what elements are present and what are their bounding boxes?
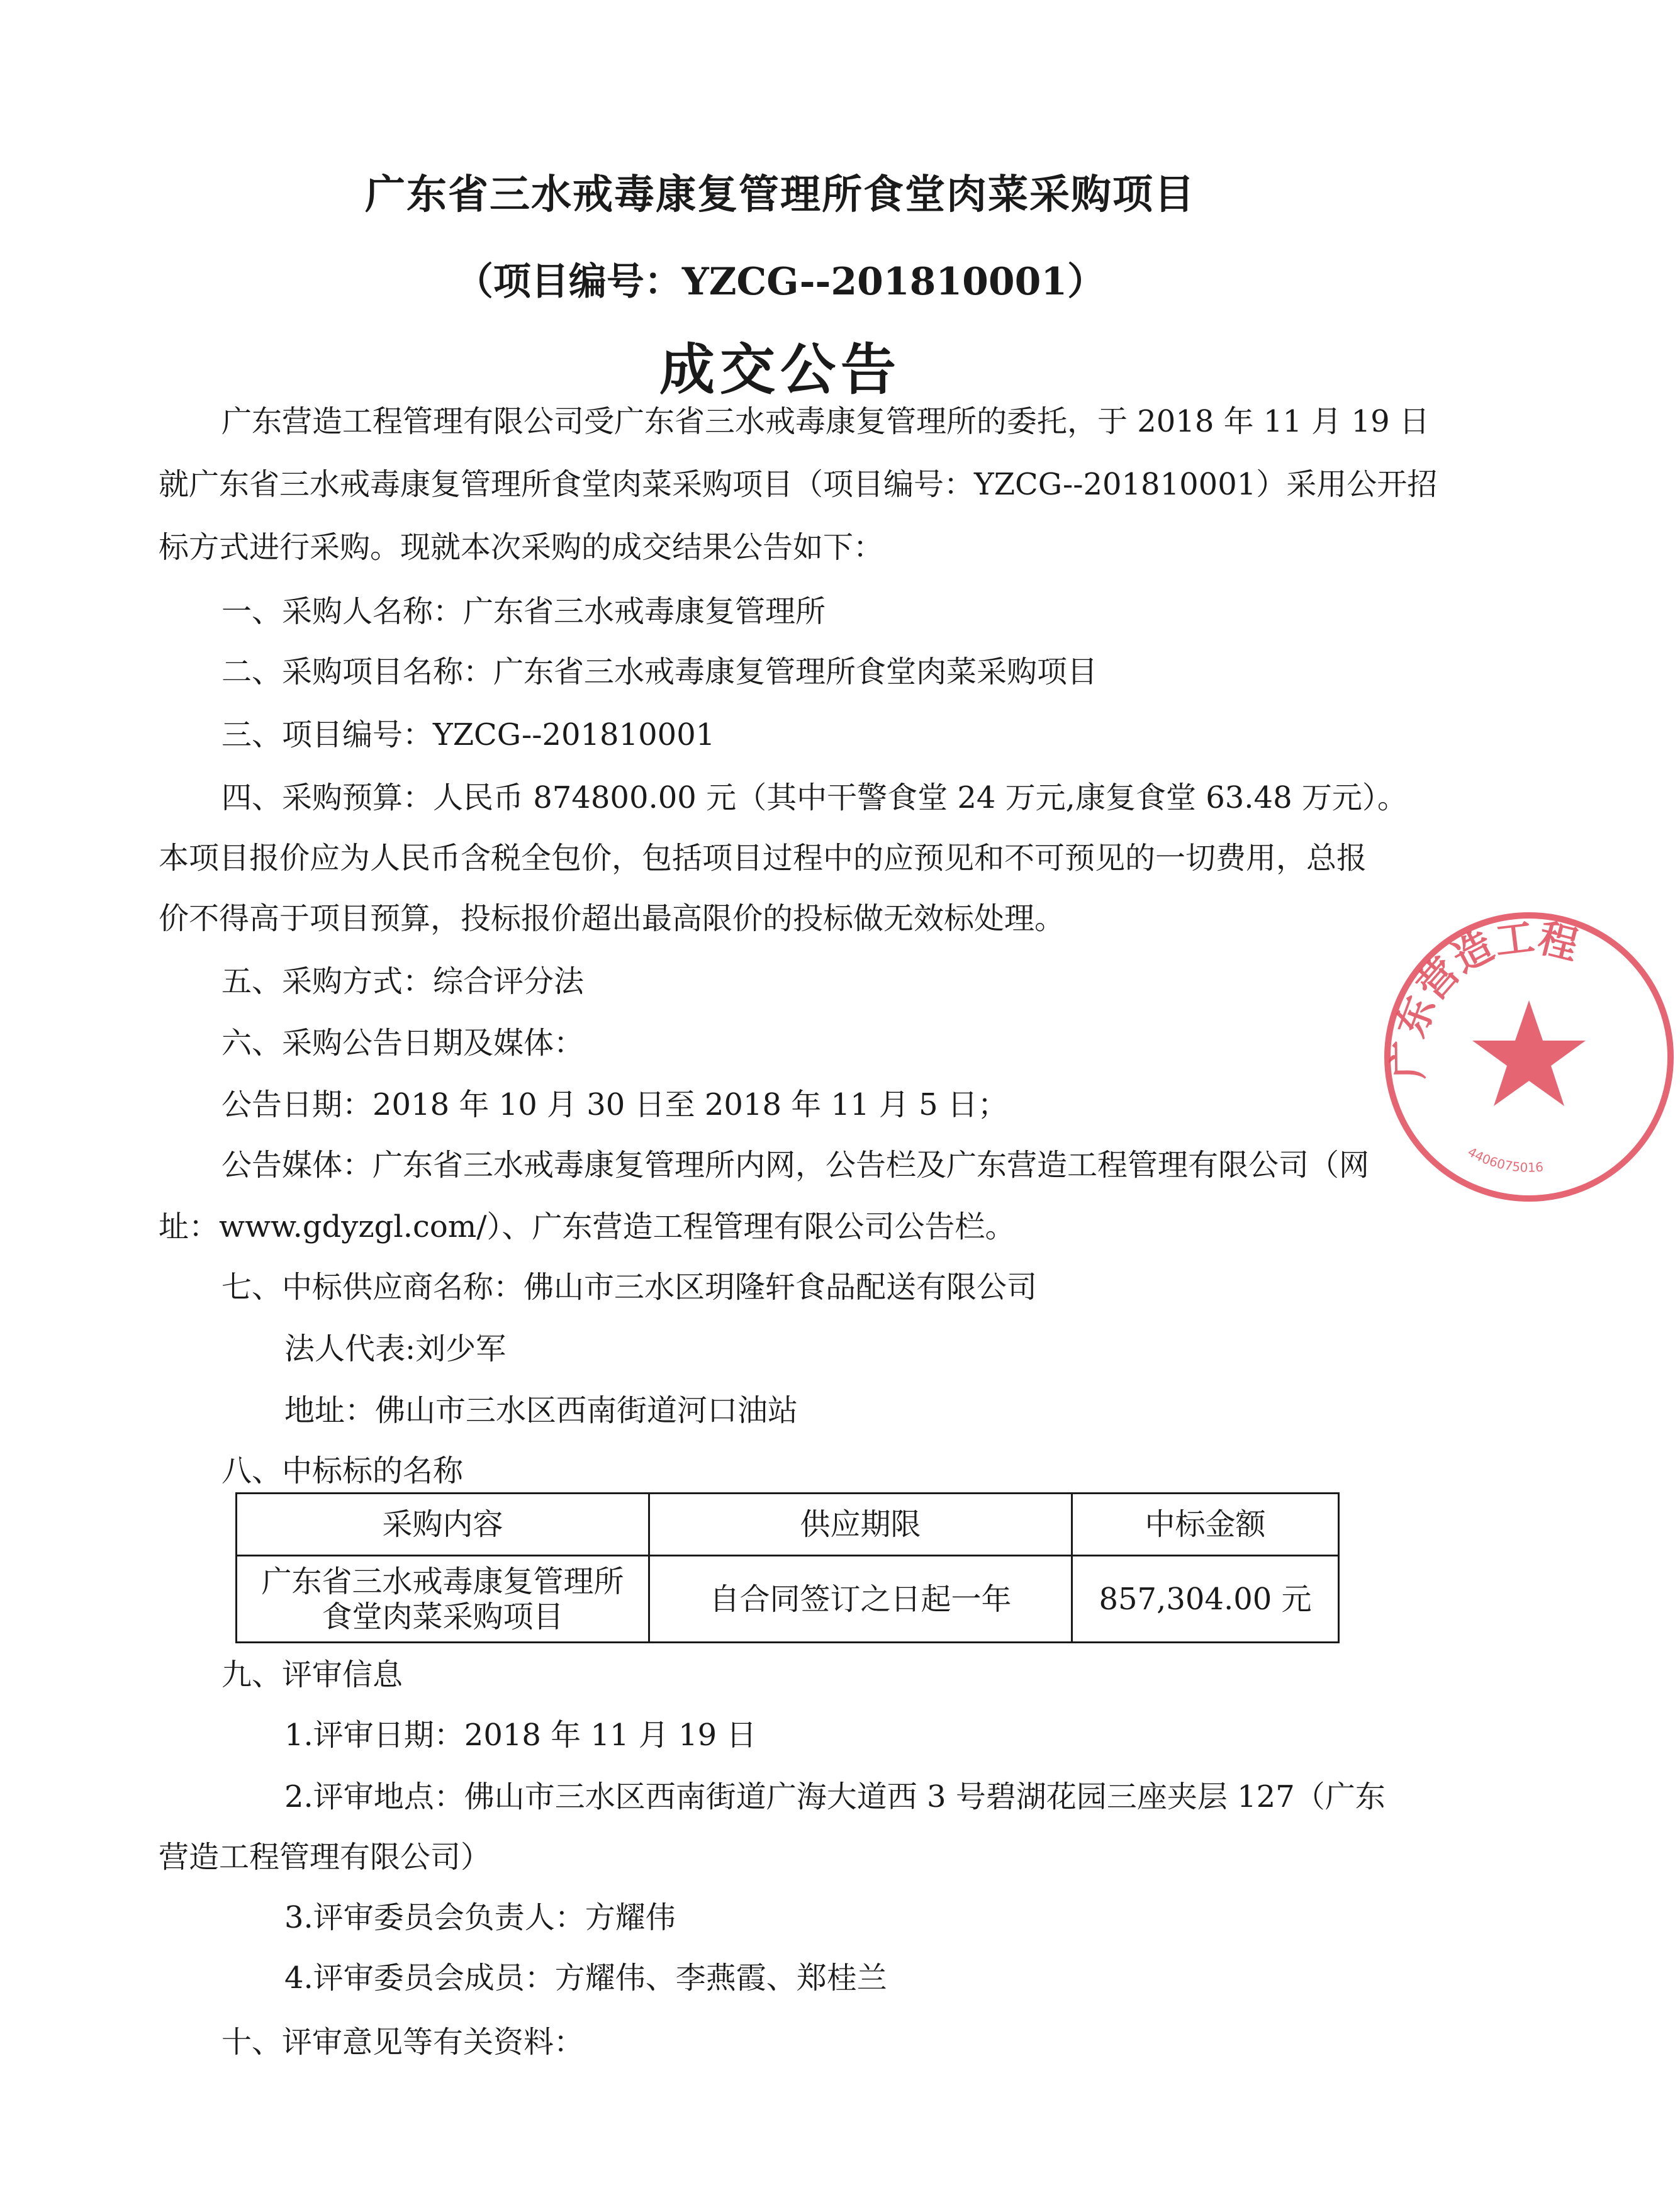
section-8: 八、中标标的名称 (221, 1453, 464, 1489)
intro-line-2: 就广东省三水戒毒康复管理所食堂肉菜采购项目（项目编号：YZCG--201810001）采用公开招 (159, 467, 1438, 502)
section-4-line-2: 本项目报价应为人民币含税全包价，包括项目过程中的应预见和不可预见的一切费用，总报 (159, 841, 1367, 876)
section-10: 十、评审意见等有关资料： (221, 2025, 585, 2060)
project-title: 广东省三水戒毒康复管理所食堂肉菜采购项目 (365, 171, 1196, 218)
table-row (237, 1556, 1339, 1643)
table-header-row (237, 1494, 1339, 1556)
project-code: （项目编号：YZCG--201810001） (455, 260, 1106, 304)
section-6: 六、采购公告日期及媒体： (221, 1025, 585, 1061)
table-cell-content (237, 1556, 649, 1643)
section-9-item-2-line-2: 营造工程管理有限公司） (159, 1840, 491, 1875)
seal-star-icon (1472, 1000, 1586, 1106)
section-9-item-4: 4.评审委员会成员：方耀伟、李燕霞、郑桂兰 (284, 1960, 887, 1996)
section-6-media-line-2: 址：www.gdyzgl.com/）、广东营造工程管理有限公司公告栏。 (159, 1209, 1016, 1244)
company-seal (1378, 906, 1680, 1208)
content-line-2: 食堂肉菜采购项目 (322, 1599, 564, 1634)
award-table (235, 1492, 1340, 1643)
section-9-item-3: 3.评审委员会负责人：方耀伟 (284, 1900, 676, 1935)
section-6-media-line-1: 公告媒体：广东省三水戒毒康复管理所内网，公告栏及广东营造工程管理有限公司（网 (221, 1148, 1370, 1183)
section-1: 一、采购人名称：广东省三水戒毒康复管理所 (221, 594, 826, 629)
section-6-date: 公告日期：2018 年 10 月 30 日至 2018 年 11 月 5 日； (221, 1087, 1008, 1122)
seal-text: 广东营造工程 (1385, 914, 1583, 1080)
table-header-amount: 中标金额 (1072, 1494, 1339, 1556)
section-9: 九、评审信息 (221, 1657, 403, 1692)
intro-line-1: 广东营造工程管理有限公司受广东省三水戒毒康复管理所的委托，于 2018 年 11 月 19 日 (221, 404, 1430, 439)
section-3: 三、项目编号：YZCG--201810001 (221, 717, 715, 752)
section-9-item-2-line-1: 2.评审地点：佛山市三水区西南街道广海大道西 3 号碧湖花园三座夹层 127（广东 (284, 1779, 1386, 1814)
section-4-line-1: 四、采购预算：人民币 874800.00 元（其中干警食堂 24 万元,康复食堂 63.48 万元）。 (221, 780, 1408, 815)
section-9-item-1: 1.评审日期：2018 年 11 月 19 日 (284, 1718, 757, 1753)
intro-line-3: 标方式进行采购。现就本次采购的成交结果公告如下： (159, 530, 884, 565)
notice-title: 成交公告 (659, 337, 901, 402)
section-5: 五、采购方式：综合评分法 (221, 964, 585, 999)
table-cell-period: 自合同签订之日起一年 (649, 1556, 1072, 1643)
table-header-period: 供应期限 (649, 1494, 1072, 1556)
seal-number: 4406075016 (1465, 1144, 1544, 1175)
table-header-content: 采购内容 (237, 1494, 649, 1556)
table-cell-amount: 857,304.00 元 (1072, 1556, 1339, 1643)
section-7: 七、中标供应商名称：佛山市三水区玥隆轩食品配送有限公司 (221, 1270, 1038, 1305)
section-2: 二、采购项目名称：广东省三水戒毒康复管理所食堂肉菜采购项目 (221, 654, 1098, 690)
section-4-line-3: 价不得高于项目预算，投标报价超出最高限价的投标做无效标处理。 (159, 901, 1065, 936)
section-7-legal: 法人代表:刘少军 (284, 1331, 507, 1366)
section-7-address: 地址：佛山市三水区西南街道河口油站 (284, 1393, 798, 1428)
content-line-1: 广东省三水戒毒康复管理所 (261, 1563, 624, 1599)
